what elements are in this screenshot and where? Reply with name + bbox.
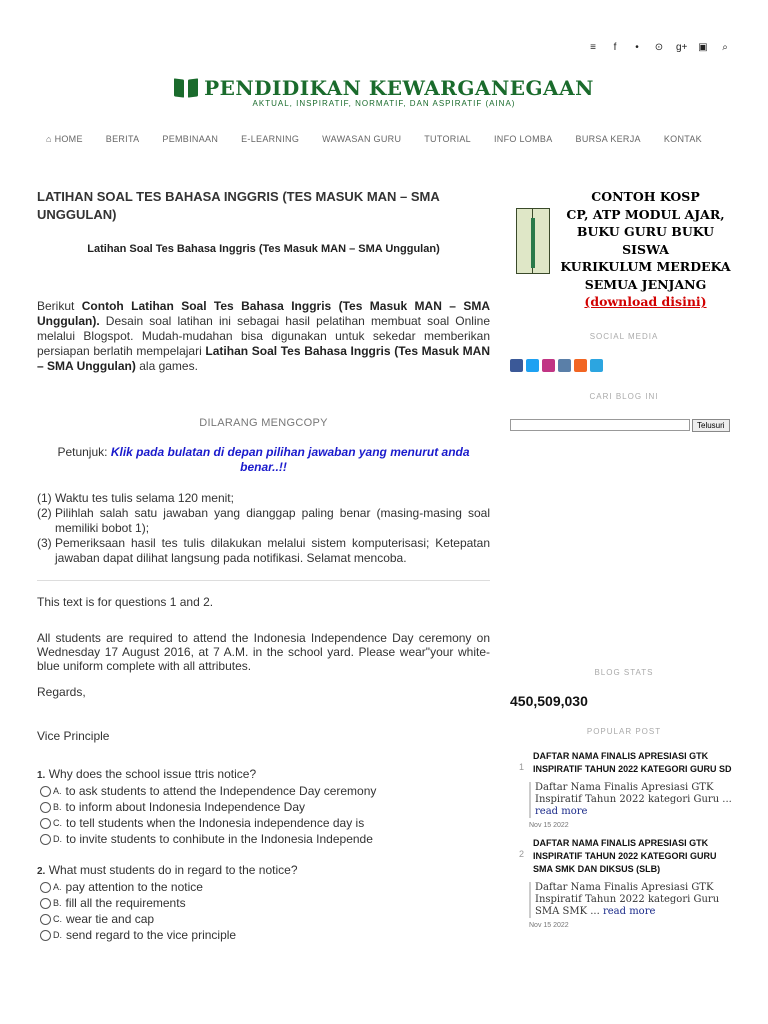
twitter-icon[interactable]	[526, 359, 539, 372]
copy-warning: DILARANG MENGCOPY	[199, 417, 328, 429]
radio-button[interactable]	[40, 898, 51, 909]
nav-item-home[interactable]	[46, 134, 83, 144]
answer-option[interactable]: B. to inform about Indonesia Independence Day	[37, 799, 490, 815]
instructions: Petunjuk: Klik pada bulatan di depan pilihan jawaban yang menurut anda benar..!!	[57, 445, 470, 474]
regards: Regards,	[37, 685, 86, 699]
answer-option[interactable]: A. pay attention to the notice	[37, 879, 490, 895]
post-content	[37, 188, 490, 943]
question-text: What must students do in regard to the notice?	[48, 863, 298, 877]
book-logo-icon	[174, 79, 198, 97]
telegram-icon[interactable]	[590, 359, 603, 372]
social-media-title: SOCIAL MEDIA	[589, 332, 659, 341]
rss-icon[interactable]: ≡	[590, 42, 596, 53]
signer: Vice Principle	[37, 729, 110, 743]
post-subtitle: Latihan Soal Tes Bahasa Inggris (Tes Masuk MAN – SMA Unggulan)	[87, 243, 440, 255]
read-more-link[interactable]: read more	[535, 806, 588, 817]
radio-button[interactable]	[40, 802, 51, 813]
search-button[interactable]: Telusuri	[692, 419, 730, 432]
popular-post-snippet: Daftar Nama Finalis Apresiasi GTK Inspiratif Tahun 2022 kategori Guru ... read more	[529, 782, 733, 818]
search-input[interactable]	[510, 419, 690, 431]
rules-list	[37, 491, 490, 566]
open-book-icon	[516, 208, 550, 272]
read-more-link[interactable]: read more	[602, 906, 656, 917]
popular-post-date: Nov 15 2022	[529, 822, 569, 829]
answer-option[interactable]: C. to tell students when the Indonesia independence day is	[37, 815, 490, 831]
search-icon[interactable]: ⌕	[722, 42, 728, 53]
question-2: 2. What must students do in regard to the notice? A. pay attention to the notice B. fill all the requirements C. wear tie and cap D. send regard to the vice principle	[37, 863, 490, 943]
blogger-icon[interactable]	[558, 359, 571, 372]
sidebar	[510, 188, 738, 929]
answer-option[interactable]: C. wear tie and cap	[37, 911, 490, 927]
google-plus-icon[interactable]: g+	[676, 42, 688, 53]
facebook-icon[interactable]	[510, 359, 523, 372]
main-nav	[46, 134, 702, 144]
reading-passage: All students are required to attend the Indonesia Independence Day ceremony on Wednesday 17 August 2016, at 7 A.M. in the school yard. Please wear"your white-blue uniform complete with all attributes.	[37, 631, 490, 673]
popular-post-item	[510, 837, 738, 929]
rule-item: (2) Pilihlah salah satu jawaban yang dianggap paling benar (masing-masing soal memiliki bobot 1);	[37, 506, 490, 535]
nav-item-wawasan-guru[interactable]: WAWASAN GURU	[322, 134, 402, 144]
site-tagline: AKTUAL, INSPIRATIF, NORMATIF, DAN ASPIRATIF (AINA)	[252, 99, 516, 108]
twitter-icon[interactable]: •	[635, 42, 639, 53]
blog-stats-value: 450,509,030	[510, 693, 588, 709]
popular-post-number: 2	[518, 849, 524, 859]
rule-item: (3) Pemeriksaan hasil tes tulis dilakukan melalui sistem komputerisasi; Ketepatan jawaban dapat dilihat langsung pada notifikasi. Selamat mencoba.	[37, 536, 490, 565]
answer-option[interactable]: A. to ask students to attend the Independence Day ceremony	[37, 783, 490, 799]
rule-item: (1) Waktu tes tulis selama 120 menit;	[37, 491, 234, 505]
post-intro: Berikut Contoh Latihan Soal Tes Bahasa Inggris (Tes Masuk MAN – SMA Unggulan). Desain soal latihan ini sebagai hasil pelatihan membuat soal Online melalui Blogspot. Mudah-mudahan bisa digunakan untuk sekedar memberikan persiapan berlatih mempelajari Latihan Soal Tes Bahasa Inggris (Tes Masuk MAN – SMA Unggulan) ala games.	[37, 299, 490, 373]
blog-search	[510, 419, 738, 432]
radio-button[interactable]	[40, 818, 51, 829]
nav-item-e-learning[interactable]: E-LEARNING	[241, 134, 300, 144]
radio-button[interactable]	[40, 930, 51, 941]
instagram-icon[interactable]	[542, 359, 555, 372]
site-logo[interactable]	[0, 76, 768, 108]
answer-option[interactable]: D. send regard to the vice principle	[37, 927, 490, 943]
radio-button[interactable]	[40, 786, 51, 797]
facebook-icon[interactable]: f	[613, 42, 617, 53]
radio-button[interactable]	[40, 834, 51, 845]
blog-stats-title: BLOG STATS	[594, 668, 654, 677]
social-media-icons	[510, 359, 738, 372]
nav-item-pembinaan[interactable]: PEMBINAAN	[162, 134, 219, 144]
pinterest-icon[interactable]: ⊙	[654, 42, 664, 53]
nav-item-bursa-kerja[interactable]: BURSA KERJA	[575, 134, 641, 144]
text-for-note: This text is for questions 1 and 2.	[37, 595, 214, 609]
popular-post-snippet: Daftar Nama Finalis Apresiasi GTK Inspiratif Tahun 2022 kategori Guru SMA SMK ... read more	[529, 882, 733, 918]
home-icon: ⌂	[46, 134, 52, 144]
answer-option[interactable]: D. to invite students to conhibute in the Indonesia Independe	[37, 831, 490, 847]
question-1: 1. Why does the school issue ttris notice? A. to ask students to attend the Independence Day ceremony B. to inform about Indonesia Independence Day C. to tell students when the Indonesia independence day is D. to invite students to conhibute in the Indonesia Independe	[37, 767, 490, 847]
nav-item-kontak[interactable]: KONTAK	[663, 134, 702, 144]
download-link[interactable]: (download disini)	[584, 294, 707, 309]
divider	[37, 580, 490, 581]
popular-post-item	[510, 750, 738, 829]
popular-post-link[interactable]: DAFTAR NAMA FINALIS APRESIASI GTK INSPIRATIF TAHUN 2022 KATEGORI GURU SMA SMK DAN DIKSUS (SLB)	[533, 838, 717, 874]
nav-item-tutorial[interactable]: TUTORIAL	[424, 134, 471, 144]
radio-button[interactable]	[40, 914, 51, 925]
banner-text: CONTOH KOSP CP, ATP MODUL AJAR, BUKU GURU BUKU SISWA KURIKULUM MERDEKA SEMUA JENJANG (download disini)	[558, 188, 733, 311]
answer-option[interactable]: B. fill all the requirements	[37, 895, 490, 911]
popular-post-number: 1	[518, 762, 524, 772]
nav-item-berita[interactable]: BERITA	[105, 134, 140, 144]
popular-post-title: POPULAR POST	[586, 727, 662, 736]
search-title: CARI BLOG INI	[589, 392, 659, 401]
nav-item-info-lomba[interactable]: INFO LOMBA	[494, 134, 553, 144]
nav-item-label: HOME	[54, 134, 83, 144]
popular-post-link[interactable]: DAFTAR NAMA FINALIS APRESIASI GTK INSPIRATIF TAHUN 2022 KATEGORI GURU SD	[533, 751, 732, 774]
kosp-banner[interactable]	[510, 188, 738, 309]
radio-button[interactable]	[40, 882, 51, 893]
instagram-icon[interactable]: ▣	[698, 42, 708, 53]
rss-icon[interactable]	[574, 359, 587, 372]
site-title: PENDIDIKAN KEWARGANEGAAN	[204, 76, 594, 100]
top-social-icons	[588, 42, 730, 54]
popular-post-date: Nov 15 2022	[529, 922, 569, 929]
question-text: Why does the school issue ttris notice?	[48, 767, 257, 781]
post-title: LATIHAN SOAL TES BAHASA INGGRIS (TES MASUK MAN – SMA UNGGULAN)	[37, 189, 440, 222]
